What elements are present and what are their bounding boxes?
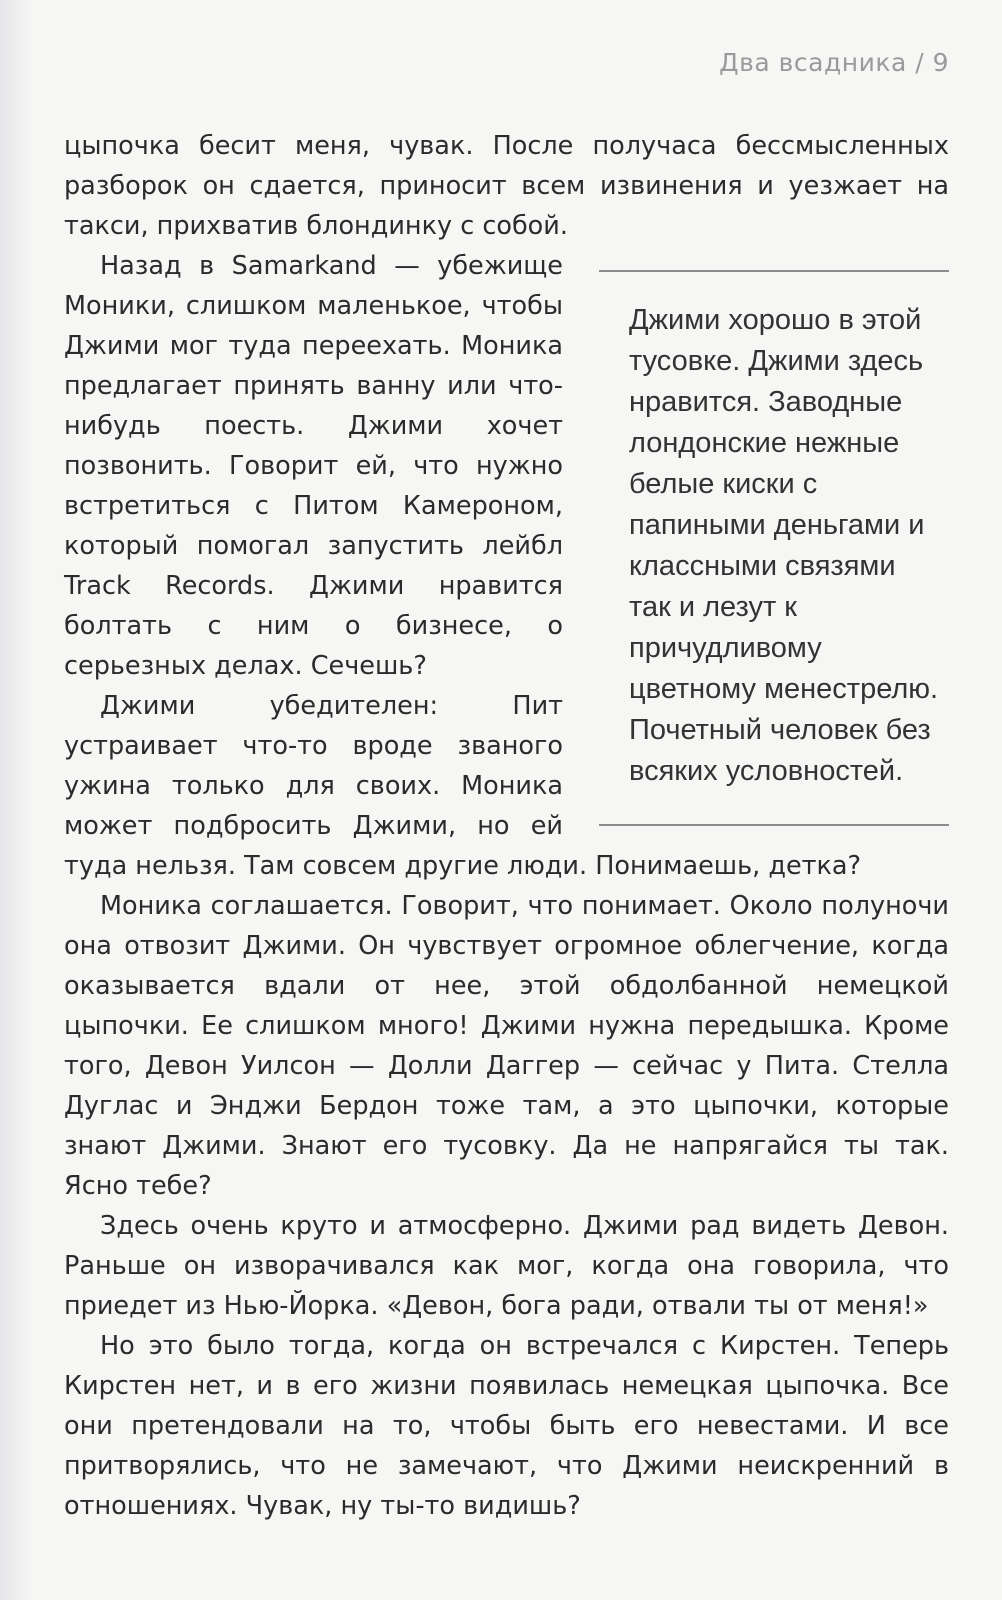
paragraph: Здесь очень круто и атмосферно. Джими рад видеть Девон. Раньше он изворачивался как мог, когда она говорила, что приедет из Нью-Йорка. «Девон, бога ради, отвали ты от меня!» [64, 1211, 949, 1321]
page-gutter-shadow [0, 0, 34, 1600]
sidebar-pull-quote: Джими хорошо в этой тусовке. Джими здесь нравится. Заводные лондонские нежные белые киски с папиными деньгами и классными связями так и лезут к причудливому цветному менестрелю. Почетный человек без всяких условностей. [599, 270, 949, 826]
paragraph: цыпочка бесит меня, чувак. После получаса бессмысленных разборок он сдается, приносит всем извинения и уезжает на такси, прихватив блондинку с собой. [64, 131, 949, 241]
book-page [64, 40, 949, 1570]
running-header: Два всадника / 9 [719, 48, 949, 77]
paragraph: Моника соглашается. Говорит, что понимает. Около полуночи она отвозит Джими. Он чувствует огромное облегчение, когда оказывается вдали от нее, этой обдолбанной немецкой цыпочки. Ее слишком много! Джими нужна передышка. Кроме того, Девон Уилсон — Долли Даггер — сейчас у Пита. Стелла Дуглас и Энджи Бердон тоже там, а это цыпочки, которые знают Джими. Знают его тусовку. Да не напрягайся ты так. Ясно тебе? [64, 891, 949, 1201]
paragraph-text: Назад в Samarkand — убежище Моники, слишком маленькое, чтобы Джими мог туда переехать. Моника предлагает принять ванну или что-нибудь поесть. Джими хочет позвонить. Говорит ей, что нужно встретиться с Питом Камероном, который помогал запустить лейбл Track Records. Джими нравится болтать с ним о бизнесе, о серьезных делах. Сечешь? [64, 251, 563, 681]
paragraph: Но это было тогда, когда он встречался с Кирстен. Теперь Кирстен нет, и в его жизни появилась немецкая цыпочка. Все они претендовали на то, чтобы быть его невестами. И все притворялись, что не замечают, что Джими неискренний в отношениях. Чувак, ну ты-то видишь? [64, 1331, 949, 1521]
body-text [64, 126, 949, 1526]
paragraph: Джими убедителен: Пит устраивает что-то вроде званого ужина только для своих. Моника может подбросить Джими, но ей туда нельзя. Там совсем другие люди. Понимаешь, детка? [64, 691, 862, 881]
